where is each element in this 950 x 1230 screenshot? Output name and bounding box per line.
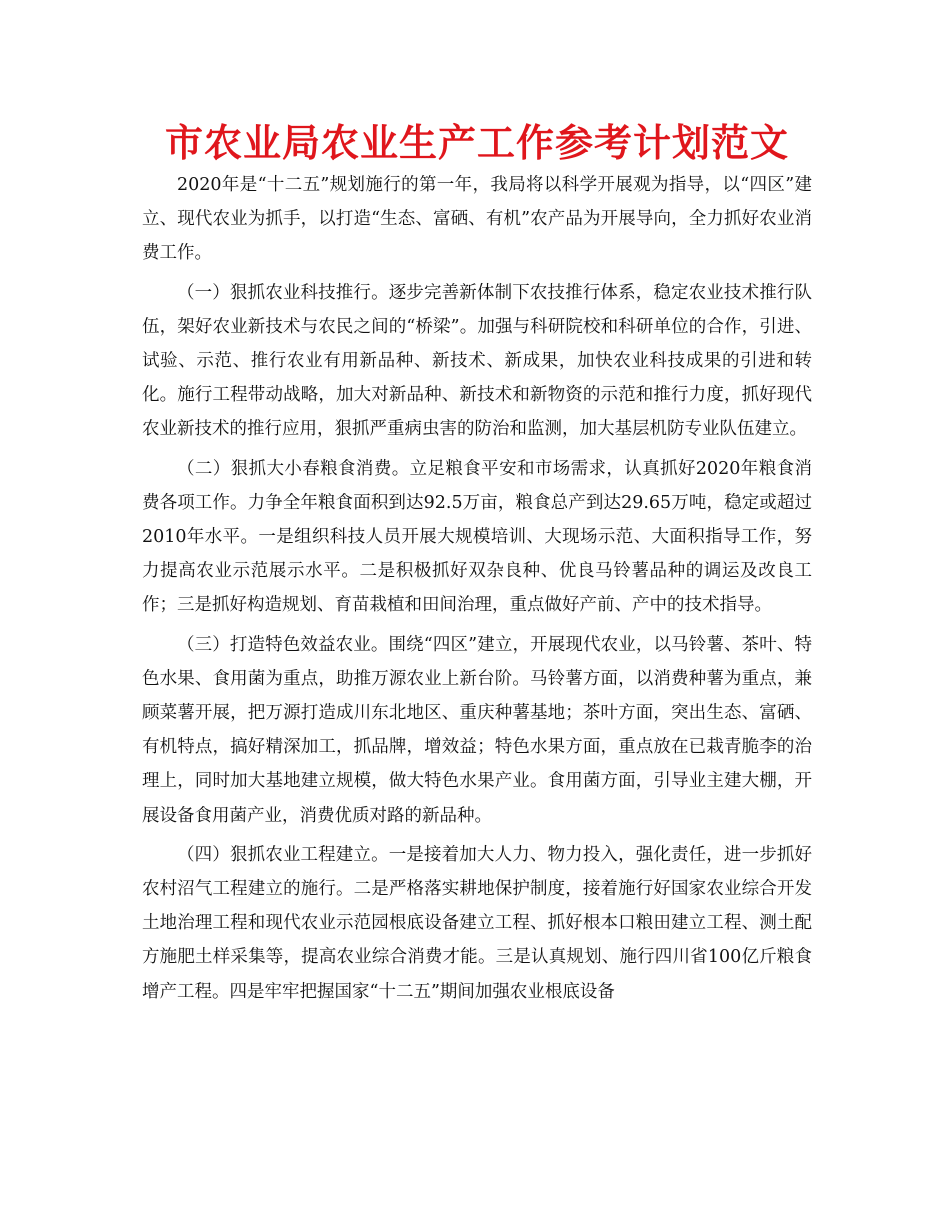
section-4-paragraph: （四）狠抓农业工程建立。一是接着加大人力、物力投入，强化责任，进一步抓好农村沼气工程建立的施行。二是严格落实耕地保护制度，接着施行好国家农业综合开发土地治理工程和现代农业示范园根底设备建立工程、抓好根本口粮田建立工程、测土配方施肥土样采集等，提高农业综合消费才能。三是认真规划、施行四川省100亿斤粮食增产工程。四是牢牢把握国家“十二五”期间加强农业根底设备 [142,844,812,1002]
section-1-paragraph: （一）狠抓农业科技推行。逐步完善新体制下农技推行体系，稳定农业技术推行队伍，架好农业新技术与农民之间的“桥梁”。加强与科研院校和科研单位的合作，引进、试验、示范、推行农业有用新品种、新技术、新成果，加快农业科技成果的引进和转化。施行工程带动战略，加大对新品种、新技术和新物资的示范和推行力度，抓好现代农业新技术的推行应用，狠抓严重病虫害的防治和监测，加大基层机防专业队伍建立。 [142,282,812,440]
intro-paragraph: 2020年是“十二五”规划施行的第一年，我局将以科学开展观为指导，以“四区”建立、现代农业为抓手，以打造“生态、富硒、有机”农产品为开展导向，全力抓好农业消费工作。 [142,175,812,264]
document-body [142,168,812,1009]
document-page [142,118,812,1014]
section-2-paragraph: （二）狠抓大小春粮食消费。立足粮食平安和市场需求，认真抓好2020年粮食消费各项工作。力争全年粮食面积到达92.5万亩，粮食总产到达29.65万吨，稳定或超过2010年水平。一是组织科技人员开展大规模培训、大现场示范、大面积指导工作，努力提高农业示范展示水平。二是积极抓好双杂良种、优良马铃薯品种的调运及改良工作；三是抓好构造规划、育苗栽植和田间治理，重点做好产前、产中的技术指导。 [142,458,812,616]
section-3-paragraph: （三）打造特色效益农业。围绕“四区”建立，开展现代农业，以马铃薯、茶叶、特色水果、食用菌为重点，助推万源农业上新台阶。马铃薯方面，以消费种薯为重点，兼顾菜薯开展，把万源打造成川东北地区、重庆种薯基地；茶叶方面，突出生态、富硒、有机特点，搞好精深加工，抓品牌，增效益；特色水果方面，重点放在已栽青脆李的治理上，同时加大基地建立规模，做大特色水果产业。食用菌方面，引导业主建大棚，开展设备食用菌产业，消费优质对路的新品种。 [142,634,812,826]
document-title: 市农业局农业生产工作参考计划范文 [164,121,789,165]
